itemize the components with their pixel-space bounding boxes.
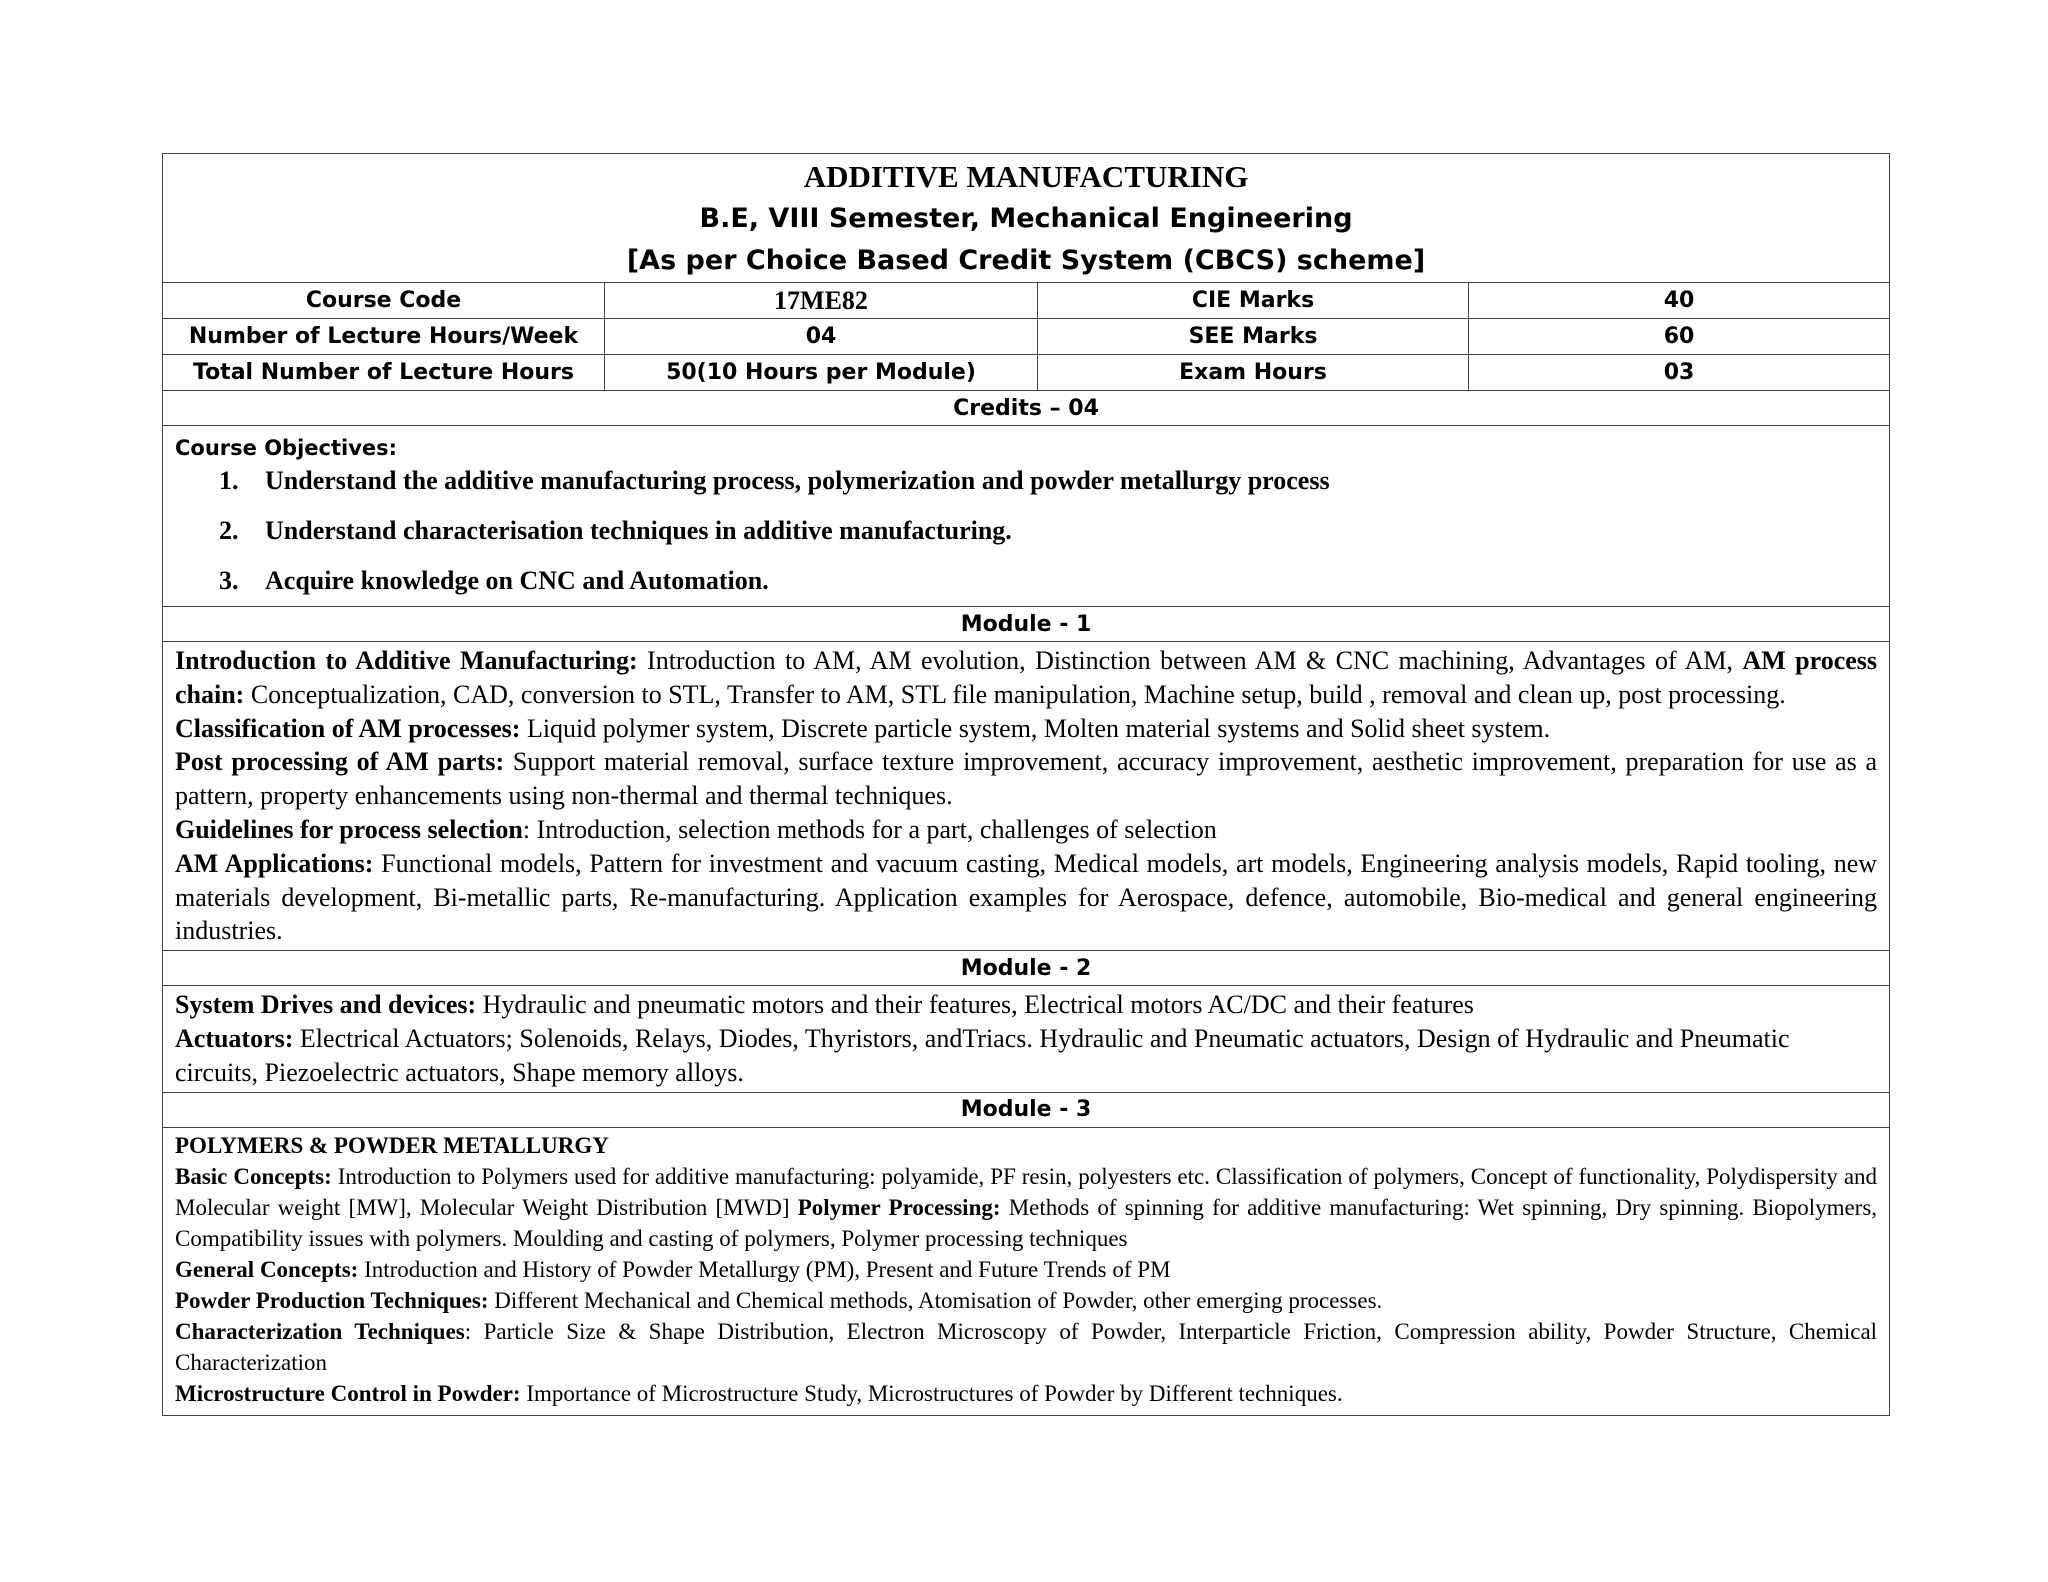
title-cell bbox=[163, 154, 1890, 283]
classification-label: Classification of AM processes: bbox=[175, 713, 521, 743]
course-code-label: Course Code bbox=[163, 283, 605, 319]
basic-concepts-text: Introduction to Polymers used for additive manufacturing: polyamide, PF resin, polyesters etc. Classification of polymers, Concept of functionality, Polydispersity and Molecular weight [MW], Molecular Weight Distribution [MWD] bbox=[175, 1163, 1878, 1220]
cie-marks-value: 40 bbox=[1469, 283, 1890, 319]
module2-title: Module - 2 bbox=[163, 951, 1890, 986]
general-concepts-label: General Concepts: bbox=[175, 1256, 359, 1282]
total-hours-label: Total Number of Lecture Hours bbox=[163, 355, 605, 391]
objective-text: Understand characterisation techniques in additive manufacturing. bbox=[265, 516, 1012, 545]
microstructure-label: Microstructure Control in Powder: bbox=[175, 1380, 521, 1406]
hours-week-row bbox=[163, 319, 1890, 355]
see-marks-value: 60 bbox=[1469, 319, 1890, 355]
cie-marks-label: CIE Marks bbox=[1038, 283, 1469, 319]
exam-hours-value: 03 bbox=[1469, 355, 1890, 391]
guidelines-label: Guidelines for process selection bbox=[175, 814, 523, 844]
objective-number: 3. bbox=[219, 566, 239, 595]
module3-heading-text: POLYMERS & POWDER METALLURGY bbox=[175, 1132, 609, 1158]
classification-text: Liquid polymer system, Discrete particle system, Molten material systems and Solid sheet system. bbox=[520, 713, 1551, 743]
module2-drives-paragraph bbox=[175, 988, 1877, 1022]
hours-week-value: 04 bbox=[605, 319, 1038, 355]
module1-content-row bbox=[163, 642, 1890, 951]
microstructure-text: Importance of Microstructure Study, Microstructures of Powder by Different techniques. bbox=[520, 1380, 1343, 1406]
module3-characterization-paragraph bbox=[175, 1316, 1877, 1378]
polymer-processing-label: Polymer Processing: bbox=[797, 1194, 1001, 1220]
polymer-processing-text: Methods of spinning for additive manufacturing: Wet spinning, Dry spinning. Biopolymers, Compatibility issues with polymers. Moulding and casting of polymers, Polymer processing techniques bbox=[175, 1194, 1878, 1251]
objective-item bbox=[219, 566, 1877, 596]
general-concepts-text: Introduction and History of Powder Metallurgy (PM), Present and Future Trends of PM bbox=[358, 1256, 1171, 1282]
module3-heading bbox=[175, 1130, 1877, 1161]
module3-content bbox=[163, 1127, 1890, 1415]
exam-hours-label: Exam Hours bbox=[1038, 355, 1469, 391]
scheme-line: [As per Choice Based Credit System (CBCS) scheme] bbox=[626, 244, 1426, 276]
see-marks-label: SEE Marks bbox=[1038, 319, 1469, 355]
module2-header-row bbox=[163, 951, 1890, 986]
intro-label: Introduction to Additive Manufacturing: bbox=[175, 646, 638, 675]
process-chain-label: AM process chain: bbox=[175, 646, 1878, 709]
objectives-row bbox=[163, 426, 1890, 607]
total-hours-value: 50(10 Hours per Module) bbox=[605, 355, 1038, 391]
objective-text: Understand the additive manufacturing process, polymerization and powder metallurgy process bbox=[265, 466, 1330, 495]
intro-text: Introduction to AM, AM evolution, Distinction between AM & CNC machining, Advantages of AM, bbox=[637, 646, 1743, 675]
module2-content bbox=[163, 986, 1890, 1092]
module1-classification-paragraph bbox=[175, 712, 1877, 746]
powder-production-text: Different Mechanical and Chemical methods, Atomisation of Powder, other emerging processes. bbox=[488, 1287, 1383, 1313]
hours-week-label: Number of Lecture Hours/Week bbox=[163, 319, 605, 355]
process-chain-text: Conceptualization, CAD, conversion to STL, Transfer to AM, STL file manipulation, Machine setup, build , removal and clean up, post processing. bbox=[244, 679, 1786, 709]
objectives-cell bbox=[163, 426, 1890, 607]
credits-cell: Credits – 04 bbox=[163, 391, 1890, 426]
module3-powder-paragraph bbox=[175, 1285, 1877, 1316]
module3-header-row bbox=[163, 1092, 1890, 1127]
course-subtitle: B.E, VIII Semester, Mechanical Engineering bbox=[699, 202, 1353, 234]
course-title: ADDITIVE MANUFACTURING bbox=[803, 158, 1249, 194]
basic-concepts-label: Basic Concepts: bbox=[175, 1163, 332, 1189]
characterization-label: Characterization Techniques bbox=[175, 1318, 465, 1344]
total-hours-row bbox=[163, 355, 1890, 391]
objective-number: 2. bbox=[219, 516, 239, 545]
module2-content-row bbox=[163, 986, 1890, 1092]
post-processing-label: Post processing of AM parts: bbox=[175, 747, 505, 777]
applications-text: Functional models, Pattern for investment and vacuum casting, Medical models, art models, Engineering analysis models, Rapid tooling, new materials development, Bi-metallic parts, Re-manufacturing. Application examples for Aerospace, defence, automobile, Bio-medical and general engineering industries. bbox=[175, 848, 1878, 946]
module1-intro-paragraph bbox=[175, 644, 1877, 712]
module1-header-row bbox=[163, 607, 1890, 642]
characterization-text: : Particle Size & Shape Distribution, Electron Microscopy of Powder, Interparticle Friction, Compression ability, Powder Structure, Chemical Characterization bbox=[175, 1318, 1878, 1375]
module3-general-paragraph bbox=[175, 1254, 1877, 1285]
title-row bbox=[163, 154, 1890, 283]
objective-item bbox=[219, 466, 1877, 496]
objective-text: Acquire knowledge on CNC and Automation. bbox=[265, 566, 769, 595]
module1-title: Module - 1 bbox=[163, 607, 1890, 642]
objectives-heading: Course Objectives: bbox=[175, 436, 398, 460]
module3-microstructure-paragraph bbox=[175, 1378, 1877, 1409]
course-code-row bbox=[163, 283, 1890, 319]
post-processing-text: Support material removal, surface texture improvement, accuracy improvement, aesthetic improvement, preparation for use as a pattern, property enhancements using non-thermal and thermal techniques. bbox=[175, 747, 1878, 811]
objectives-list bbox=[175, 466, 1877, 596]
applications-label: AM Applications: bbox=[175, 848, 374, 878]
module3-title: Module - 3 bbox=[163, 1092, 1890, 1127]
objective-item bbox=[219, 516, 1877, 546]
objective-number: 1. bbox=[219, 466, 239, 495]
actuators-text: Electrical Actuators; Solenoids, Relays, Diodes, Thyristors, andTriacs. Hydraulic and Pneumatic actuators, Design of Hydraulic and Pneumatic circuits, Piezoelectric actuators, Shape memory alloys. bbox=[175, 1023, 1790, 1087]
powder-production-label: Powder Production Techniques: bbox=[175, 1287, 489, 1313]
module1-applications-paragraph bbox=[175, 847, 1877, 948]
syllabus-table bbox=[162, 153, 1890, 1416]
course-code-value: 17ME82 bbox=[605, 283, 1038, 319]
module3-content-row bbox=[163, 1127, 1890, 1415]
module1-guidelines-paragraph bbox=[175, 813, 1877, 847]
module1-post-processing-paragraph bbox=[175, 745, 1877, 813]
guidelines-text: : Introduction, selection methods for a part, challenges of selection bbox=[522, 814, 1217, 844]
drives-label: System Drives and devices: bbox=[175, 990, 477, 1020]
module2-actuators-paragraph bbox=[175, 1022, 1877, 1090]
module1-content bbox=[163, 642, 1890, 951]
credits-row bbox=[163, 391, 1890, 426]
actuators-label: Actuators: bbox=[175, 1023, 294, 1053]
drives-text: Hydraulic and pneumatic motors and their features, Electrical motors AC/DC and their features bbox=[476, 990, 1474, 1020]
module3-basic-paragraph bbox=[175, 1161, 1877, 1254]
